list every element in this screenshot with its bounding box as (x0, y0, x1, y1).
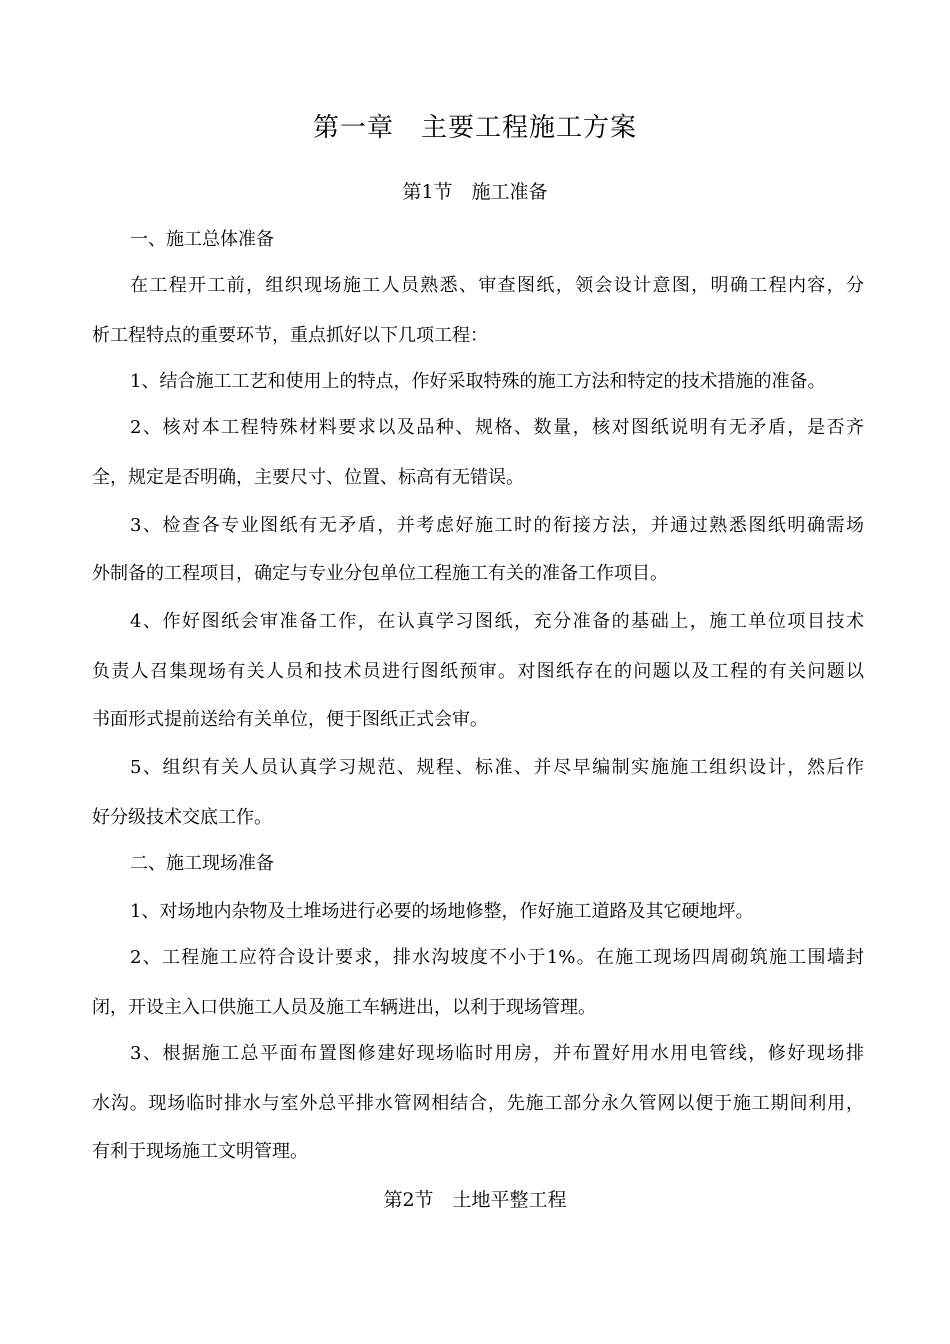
paragraph-line: 1、对场地内杂物及土堆场进行必要的场地修整，作好施工道路及其它硬地坪。 (130, 901, 754, 922)
paragraph-line: 5、组织有关人员认真学习规范、规程、标准、并尽早编制实施施工组织设计，然后作 (130, 757, 864, 778)
paragraph-line: 析工程特点的重要环节，重点抓好以下几项工程： (92, 325, 488, 346)
paragraph-line: 外制备的工程项目，确定与专业分包单位工程施工有关的准备工作项目。 (92, 563, 668, 584)
paragraph-line: 1、结合施工工艺和使用上的特点，作好采取特殊的施工方法和特定的技术措施的准备。 (130, 371, 826, 392)
paragraph-line: 负责人召集现场有关人员和技术员进行图纸预审。对图纸存在的问题以及工程的有关问题以 (92, 661, 864, 682)
paragraph-line: 3、根据施工总平面布置图修建好现场临时用房，并布置好用水用电管线，修好现场排 (130, 1043, 864, 1064)
paragraph-line: 2、核对本工程特殊材料要求以及品种、规格、数量，核对图纸说明有无矛盾，是否齐 (130, 417, 864, 438)
paragraph-line: 有利于现场施工文明管理。 (92, 1141, 308, 1162)
paragraph-line: 好分级技术交底工作。 (92, 807, 272, 828)
subsection-heading: 一、施工总体准备 (130, 229, 274, 250)
paragraph-line: 3、检查各专业图纸有无矛盾，并考虑好施工时的衔接方法，并通过熟悉图纸明确需场 (130, 515, 864, 536)
section-title: 第2节 土地平整工程 (383, 1189, 567, 1211)
subsection-heading: 二、施工现场准备 (130, 853, 274, 874)
paragraph-line: 在工程开工前，组织现场施工人员熟悉、审查图纸，领会设计意图，明确工程内容，分 (130, 275, 864, 296)
paragraph-line: 2、工程施工应符合设计要求，排水沟坡度不小于1%。在施工现场四周砌筑施工围墙封 (130, 947, 864, 968)
paragraph-line: 4、作好图纸会审准备工作，在认真学习图纸，充分准备的基础上，施工单位项目技术 (130, 611, 864, 632)
paragraph-line: 闭，开设主入口供施工人员及施工车辆进出，以利于现场管理。 (92, 997, 596, 1018)
paragraph-line: 全，规定是否明确，主要尺寸、位置、标高有无错误。 (92, 467, 524, 488)
paragraph-line: 水沟。现场临时排水与室外总平排水管网相结合，先施工部分永久管网以便于施工期间利用， (92, 1093, 864, 1114)
paragraph-line: 书面形式提前送给有关单位，便于图纸正式会审。 (92, 709, 488, 730)
section-title: 第1节 施工准备 (402, 181, 548, 203)
chapter-title: 第一章 主要工程施工方案 (312, 113, 637, 143)
